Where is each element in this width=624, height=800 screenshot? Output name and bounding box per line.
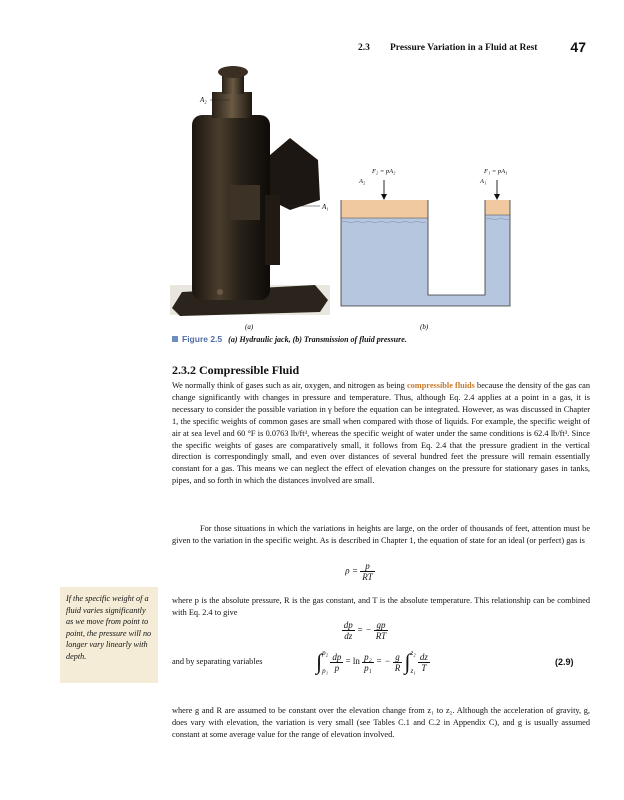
- eq1-num: p: [360, 561, 375, 572]
- equation-ideal-gas: [300, 561, 420, 582]
- equation-pressure-gradient: [320, 620, 410, 641]
- subfigure-a-label: (a): [245, 323, 254, 331]
- jack-label-a2: A₂: [200, 96, 207, 104]
- section-title: Compressible Fluid: [199, 363, 300, 377]
- eq2-num2: gp: [374, 620, 389, 631]
- int2-upper: z₂: [410, 649, 416, 657]
- caption-square-icon: [172, 336, 178, 342]
- eq3-equals: = −: [376, 656, 391, 667]
- section-number: 2.3.2: [172, 363, 196, 377]
- connector-water: [428, 295, 485, 306]
- eq2-fraction-right: [374, 620, 389, 641]
- figure-caption: [172, 334, 592, 344]
- eq3-num1: dp: [332, 651, 342, 662]
- diagram-f2: F₂ = pA₂: [372, 168, 396, 175]
- subfigure-b-label: (b): [420, 323, 429, 331]
- eq2-equals: = −: [357, 624, 372, 635]
- eq3-num3: g: [393, 652, 403, 663]
- eq2-den2: RT: [375, 631, 387, 641]
- integral-sign-1: ∫: [316, 649, 323, 674]
- eq3-num4: dz: [419, 651, 428, 662]
- eq2-fraction-left: [342, 620, 355, 641]
- integral-sign-2: ∫: [404, 649, 411, 674]
- pressure-diagram: [341, 180, 510, 306]
- running-header: [170, 40, 590, 54]
- diagram-a1: A₁: [480, 178, 487, 185]
- int2-lower: z₁: [410, 667, 416, 675]
- equation-2-9: [298, 647, 448, 683]
- paragraph-3: where p is the absolute pressure, R is the gas constant, and T is the absolute temperature. This relationship can be combined with Eq. 2.4 to give: [172, 596, 590, 617]
- paragraph-5: where g and R are assumed to be constant over the elevation change from z₁ to z₂. Although the acceleration of gravity, g, does vary with elevation, the variation is very small (see Tables C.1 and C.2 in Appendix C), and g is usually assumed constant at some average value for the range of elevation involved.: [172, 706, 590, 739]
- figure-2-5: [170, 60, 590, 335]
- jack-label-a1: A₁: [322, 203, 329, 211]
- eq3-den4: T: [421, 662, 427, 673]
- left-water: [341, 218, 428, 306]
- eq3-den1: p: [334, 662, 340, 673]
- header-title: Pressure Variation in a Fluid at Rest: [390, 43, 538, 53]
- int1-upper: p₂: [322, 649, 329, 657]
- eq2-den: dz: [344, 631, 353, 641]
- eq1-den: RT: [362, 572, 373, 582]
- eq1-fraction: [360, 561, 375, 582]
- eq3-den3: R: [394, 662, 401, 673]
- eq3-den2: p₁: [364, 662, 372, 673]
- equation-number: (2.9): [555, 657, 574, 667]
- figure-drawing: [170, 60, 590, 335]
- left-oil: [341, 200, 428, 218]
- right-oil: [485, 200, 510, 215]
- paragraph-1: [172, 380, 590, 487]
- paragraph-1-part1: We normally think of gases such as air, oxygen, and nitrogen as being: [172, 381, 407, 390]
- margin-note: If the specific weight of a fluid varies significantly as we move from point to point, the pressure will no longer vary linearly with depth.: [60, 587, 158, 683]
- eq2-num: dp: [343, 620, 353, 630]
- paragraph-4: and by separating variables: [172, 657, 263, 666]
- diagram-a2: A₂: [359, 178, 366, 185]
- int1-lower: p₁: [322, 667, 329, 675]
- section-heading: [172, 363, 299, 378]
- caption-label: Figure 2.5: [182, 334, 223, 344]
- caption-text: (a) Hydraulic jack, (b) Transmission of fluid pressure.: [228, 335, 407, 344]
- paragraph-2: For those situations in which the variations in heights are large, on the order of thousands of feet, attention must be given to the variation in the specific weight. As is described in Chapter 1, the equation of state for an ideal (or perfect) gas is: [172, 524, 590, 545]
- diagram-f1: F₁ = pA₁: [484, 168, 508, 175]
- right-water: [485, 215, 510, 306]
- hydraulic-jack-photo: [170, 66, 330, 316]
- header-section-number: 2.3: [358, 43, 370, 53]
- page-number: 47: [570, 39, 586, 55]
- eq3-num2: p₂: [364, 651, 372, 662]
- eq1-lhs: ρ =: [345, 565, 358, 576]
- paragraph-1-part2: because the density of the gas can change significantly with changes in pressure and temperature. Thus, although Eq. 2.4 applies at a point in a gas, it is necessary to consider the possible variation in γ before the equation can be integrated. However, as was discussed in Chapter 1, the specific weights of common gases are small when compared with those of liquids. For example, the specific weight of air at sea level and 60 °F is 0.0763 lb/ft³, whereas the specific weight of water under the same conditions is 62.4 lb/ft³. Since the specific weights of gases are comparatively small, it follows from Eq. 2.4 that the pressure gradient in the vertical direction is correspondingly small, and even over distances of several hundred feet the pressure will remain essentially constant for a gas. This means we can neglect the effect of elevation changes on the pressure for stationary gases in tanks, pipes, and so forth in which the distances involved are small.: [172, 381, 591, 486]
- highlight-compressible-fluids: compressible fluids: [406, 381, 475, 390]
- eq3-ln: = ln: [345, 656, 360, 667]
